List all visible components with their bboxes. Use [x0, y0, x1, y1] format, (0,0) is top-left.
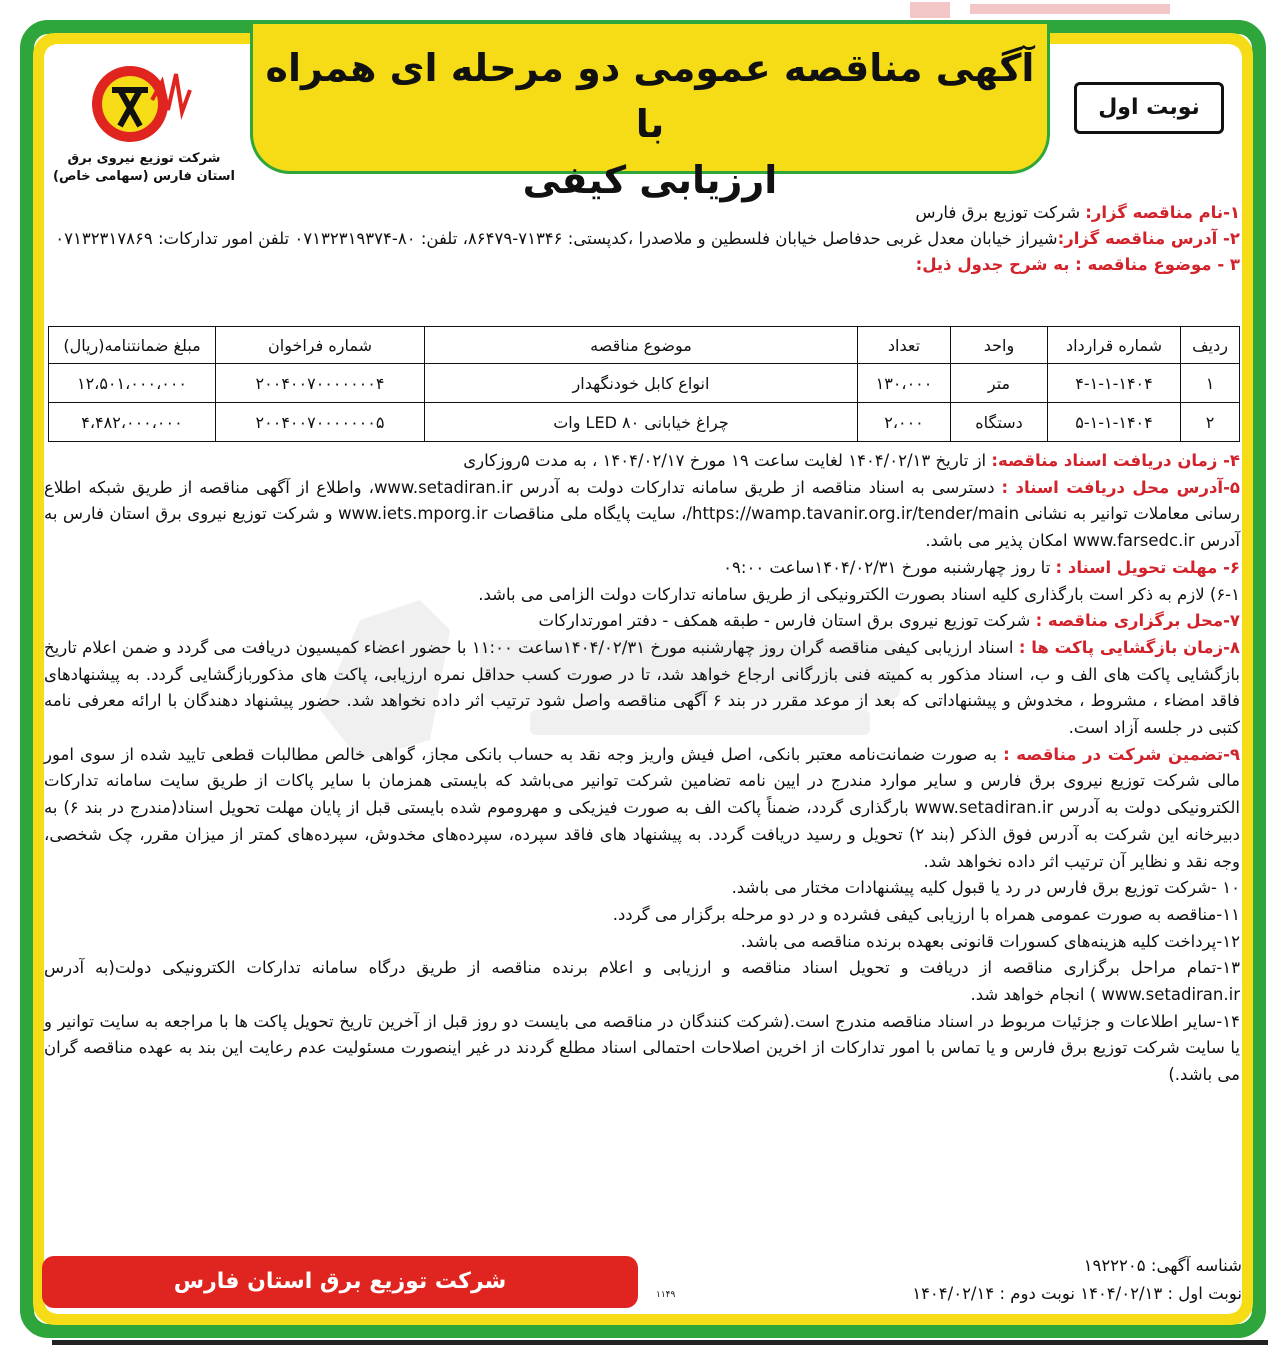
item-7 [44, 608, 1240, 635]
item-5-label: ۵-آدرس محل دریافت اسناد : [1001, 477, 1240, 497]
table-row [49, 403, 1240, 442]
item-4-text: از تاریخ ۱۴۰۴/۰۲/۱۳ لغایت ساعت ۱۹ مورخ ۱۴۰۴/۰۲/۱۷ ، به مدت ۵روزکاری [463, 451, 992, 470]
table-header: ردیف [1181, 327, 1240, 364]
item-12: ۱۲-پرداخت کلیه هزینه‌های کسورات قانونی بعهده برنده مناقصه می باشد. [740, 931, 1240, 951]
company-name-banner: شرکت توزیع برق استان فارس [42, 1256, 638, 1308]
item-3 [44, 252, 1240, 278]
tender-table [48, 326, 1240, 442]
company-logo-icon [90, 60, 200, 148]
item-9-text: به صورت ضمانت‌نامه معتبر بانکی، اصل فیش واریز وجه نقد به حساب بانکی مجاز، گواهی خالص مطالبات قطعی تایید شده از سوی امور مالی شرکت توزیع نیروی برق فارس و سایر موارد مندرج در ایین نامه تضامین شرکت توانیر می‌باشد که بایستی همزمان با سایر پاکات از طریق سایت سامانه تدارکات الکترونیکی دولت به آدرس www.setadiran.ir بارگذاری گردد، ضمناً پاکت الف به صورت فیزیکی و مهروموم شده بایستی قبل از پایان مهلت تحویل اسناد(مندرج در بند ۶) به دبیرخانه این شرکت به آدرس فوق الذکر (بند ۲) تحویل و رسید دریافت گردد. به پیشنهاد های فاقد سپرده، سپرده‌های مخدوش، سپرده‌های کمتر از میزان مقرر، چک شخصی، وجه نقد و نظایر آن ترتیب اثر داده نخواهد شد. [44, 744, 1241, 871]
table-cell: ۴-۱-۱-۱۴۰۴ [1048, 364, 1181, 403]
title-line-1: آگهی مناقصه عمومی دو مرحله ای همراه با [265, 46, 1035, 146]
table-cell: ۱۳۰،۰۰۰ [858, 364, 951, 403]
table-cell: ۵-۱-۱-۱۴۰۴ [1048, 403, 1181, 442]
table-header: شماره فراخوان [216, 327, 425, 364]
item-6-1: ۶-۱) لازم به ذکر است بارگذاری کلیه اسناد بصورت الکترونیکی از طریق سامانه تدارکات دولت الزامی می باشد. [478, 584, 1240, 604]
table-cell: ۱۲،۵۰۱،۰۰۰،۰۰۰ [49, 364, 216, 403]
item-1-text: شرکت توزیع برق فارس [915, 203, 1086, 222]
table-cell: انواع کابل خودنگهدار [425, 364, 858, 403]
table-cell: چراغ خیابانی LED ۸۰ وات [425, 403, 858, 442]
item-2 [44, 226, 1240, 252]
item-8-text: اسناد ارزیابی کیفی مناقصه گران روز چهارشنبه مورخ ۱۴۰۴/۰۲/۳۱ساعت ۱۱:۰۰ با حضور اعضاء کمیسیون دریافت می گردد و ضمن اعلام تاریخ بازگشایی پاکت های الف و ب، اسناد مذکور به کمیته فنی بازرگانی ارجاع خواهد شد، تا در صورت کسب حداقل نمره ارزیابی، پاکت های مذکوربازگشایی گردد. به پیشنهادهای فاقد امضاء ، مشروط ، مخدوش و پیشنهاداتی که بعد از موعد مقرر در بند ۶ آگهی مناقصه واصل شود ترتیب اثر داده نخواهد شد. حضور پیشنهاد دهندگان با ارائه معرفی نامه کتبی در جلسه آزاد است. [44, 637, 1240, 738]
item-14: ۱۴-سایر اطلاعات و جزئیات مربوط در اسناد مناقصه مندرج است.(شرکت کنندگان در مناقصه می بایست دو روز قبل از آخرین تاریخ تحویل پاکت ها با مراجعه به سایت توانیر و یا سایت شرکت توزیع برق فارس و یا تماس با امور تدارکات از اخرین اصلاحات احتمالی اسناد مطلع گردند در غیر اینصورت مسئولیت عدم رعایت این بند به عهده مناقصه گران می باشد.) [44, 1011, 1240, 1085]
table-header: موضوع مناقصه [425, 327, 858, 364]
round-badge: نوبت اول [1074, 82, 1224, 134]
publication-dates: نوبت اول : ۱۴۰۴/۰۲/۱۳ نوبت دوم : ۱۴۰۴/۰۲/۱۴ [912, 1284, 1242, 1303]
title-line-2: ارزیابی کیفی [522, 158, 778, 202]
table-header: شماره قرارداد [1048, 327, 1181, 364]
logo-caption-line-2: استان فارس (سهامی خاص) [53, 169, 235, 184]
item-11: ۱۱-مناقصه به صورت عمومی همراه با ارزیابی کیفی فشرده و در دو مرحله برگزار می گردد. [612, 904, 1240, 924]
item-7-label: ۷-محل برگزاری مناقصه : [1035, 611, 1240, 631]
item-8 [44, 635, 1240, 742]
item-2-text: شیراز خیابان معدل غربی حدفاصل خیابان فلسطین و ملاصدرا ،کدپستی: ۷۱۳۴۶-۸۶۴۷۹، تلفن: ۸۰-۰۷۱۳۲۳۱۹۳۷۴ تلفن امور تدارکات: ۰۷۱۳۲۳۱۷۸۶۹ [55, 229, 1058, 248]
table-header: مبلغ ضمانتنامه(ریال) [49, 327, 216, 364]
table-cell: ۲ [1181, 403, 1240, 442]
item-5-text: دسترسی به اسناد مناقصه از طریق سامانه تدارکات دولت به آدرس www.setadiran.ir، واطلاع از آگهی مناقصه از طریق شبکه اطلاع رسانی معاملات توانیر به نشانی https://wamp.tavanir.org.ir/tender/main/، سایت پایگاه ملی مناقصات www.iets.mporg.ir و شرکت توزیع نیروی برق استان فارس به آدرس www.farsedc.ir امکان پذیر می باشد. [44, 477, 1240, 551]
table-header: واحد [951, 327, 1048, 364]
item-4-label: ۴- زمان دریافت اسناد مناقصه: [991, 451, 1240, 470]
header-items [44, 200, 1240, 278]
logo-caption-line-1: شرکت توزیع نیروی برق [67, 151, 221, 166]
item-2-label: ۲- آدرس مناقصه گزار: [1057, 229, 1240, 248]
item-9 [44, 742, 1240, 876]
item-8-label: ۸-زمان بازگشایی پاکت ها : [1018, 637, 1240, 657]
item-4 [44, 448, 1240, 475]
table-cell: ۲،۰۰۰ [858, 403, 951, 442]
item-9-label: ۹-تضمین شرکت در مناقصه : [1003, 744, 1240, 764]
table-cell: ۲۰۰۴۰۰۷۰۰۰۰۰۰۰۵ [216, 403, 425, 442]
table-cell: متر [951, 364, 1048, 403]
item-1-label: ۱-نام مناقصه گزار: [1085, 203, 1240, 222]
item-13: ۱۳-تمام مراحل برگزاری مناقصه از دریافت و تحویل اسناد مناقصه و ارزیابی و اعلام برنده مناقصه از طریق درگاه سامانه تدارکات الکترونیکی دولت(به آدرس www.setadiran.ir ) انجام خواهد شد. [44, 958, 1240, 1005]
item-6-text: تا روز چهارشنبه مورخ ۱۴۰۴/۰۲/۳۱ساعت ۰۹:۰۰ [723, 557, 1056, 577]
item-1 [44, 200, 1240, 226]
table-header-row [49, 327, 1240, 364]
ad-footer [700, 1252, 1242, 1308]
table-cell: دستگاه [951, 403, 1048, 442]
table-header: تعداد [858, 327, 951, 364]
item-6 [44, 555, 1240, 582]
item-10: ۱۰ -شرکت توزیع برق فارس در رد یا قبول کلیه پیشنهادات مختار می باشد. [731, 878, 1240, 898]
bottom-rule [52, 1340, 1268, 1345]
item-5 [44, 475, 1240, 555]
title-banner [250, 24, 1050, 202]
ad-id: شناسه آگهی: ۱۹۲۲۲۰۵ [1083, 1256, 1242, 1275]
item-3-label: ۳ - موضوع مناقصه : به شرح جدول ذیل: [915, 255, 1240, 274]
table-row [49, 364, 1240, 403]
item-7-text: شرکت توزیع نیروی برق استان فارس - طبقه همکف - دفتر امورتدارکات [538, 611, 1036, 631]
logo-caption [44, 150, 244, 186]
tender-conditions [44, 448, 1240, 1089]
item-6-label: ۶- مهلت تحویل اسناد : [1055, 557, 1240, 577]
print-code: ۱۱۴۹ [656, 1290, 676, 1300]
table-cell: ۱ [1181, 364, 1240, 403]
table-cell: ۲۰۰۴۰۰۷۰۰۰۰۰۰۰۴ [216, 364, 425, 403]
table-cell: ۴،۴۸۲،۰۰۰،۰۰۰ [49, 403, 216, 442]
top-watermark-icon [900, 0, 1200, 20]
